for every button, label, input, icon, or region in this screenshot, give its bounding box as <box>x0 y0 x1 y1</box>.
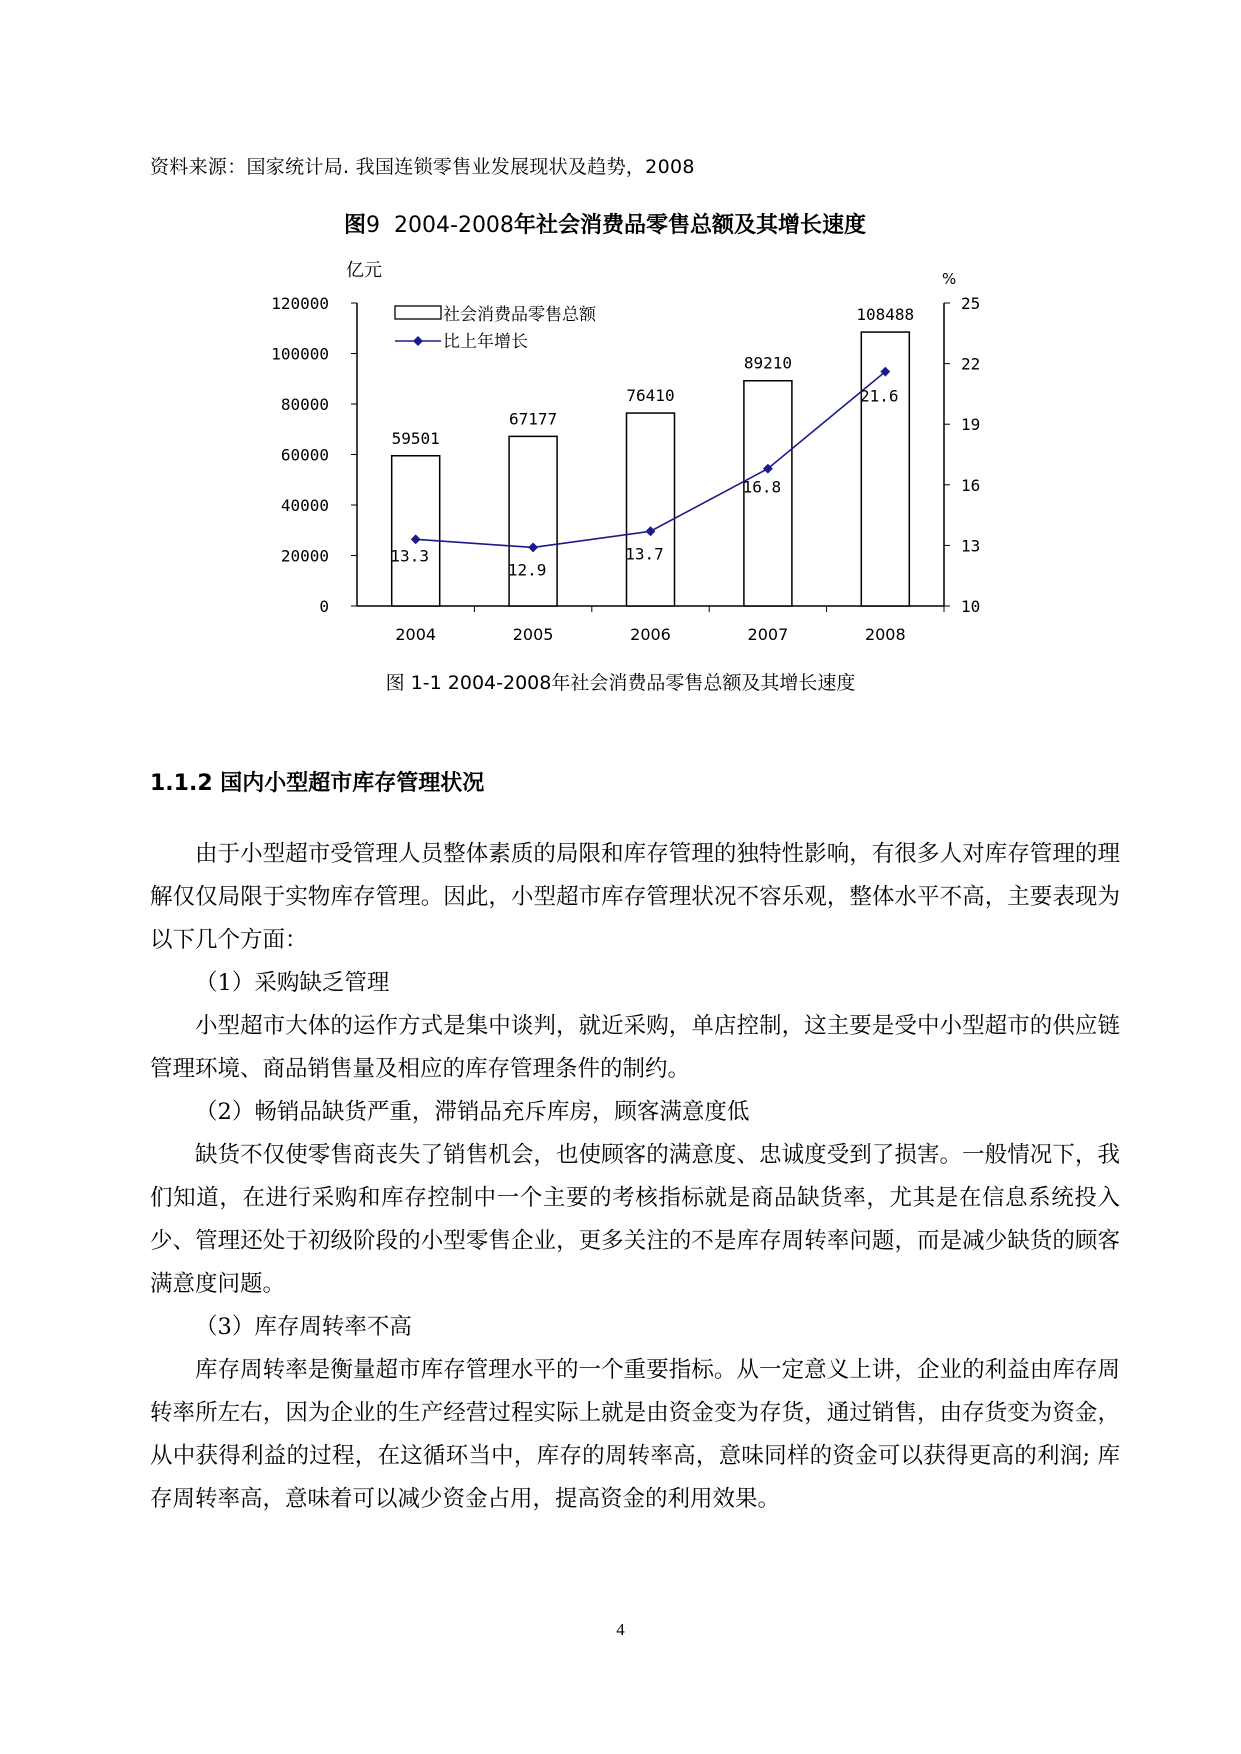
left-axis-tick-label: 0 <box>319 597 329 616</box>
right-axis-tick-label: 16 <box>961 475 981 495</box>
source-citation: 资料来源：国家统计局. 我国连锁零售业发展现状及趋势，2008 <box>150 156 695 178</box>
bar-value-label: 108488 <box>856 305 915 325</box>
x-axis-tick-label: 2006 <box>630 625 671 644</box>
right-axis-tick-label: 25 <box>961 294 981 313</box>
bar <box>509 436 557 606</box>
paragraph: 库存周转率是衡量超市库存管理水平的一个重要指标。从一定意义上讲，企业的利益由库存周转率所左右，因为企业的生产经营过程实际上就是由资金变为存货，通过销售，由存货变为资金，从中获得利益的过程，在这循环当中，库存的周转率高，意味同样的资金可以获得更高的利润; 库存周转率高，意味着可以减少资金占用，提高资金的利用效果。 <box>150 1357 1120 1512</box>
bar-value-label: 67177 <box>509 409 558 429</box>
left-axis-tick-label: 100000 <box>271 344 329 364</box>
retail-sales-chart <box>0 0 1241 660</box>
growth-value-label: 13.7 <box>625 544 664 564</box>
right-axis-tick-label: 13 <box>961 536 981 556</box>
right-axis-tick-label: 10 <box>961 597 981 616</box>
legend-bar-label: 社会消费品零售总额 <box>443 305 596 325</box>
bar-value-label: 89210 <box>743 353 792 373</box>
chart-title: 图9 2004-2008年社会消费品零售总额及其增长速度 <box>344 213 866 238</box>
right-axis-tick-label: 22 <box>961 354 981 374</box>
legend-bar-swatch <box>395 306 441 319</box>
left-axis-tick-label: 80000 <box>280 395 329 414</box>
legend-line-marker <box>413 336 423 346</box>
growth-value-label: 16.8 <box>742 477 782 497</box>
growth-value-label: 13.3 <box>390 546 429 566</box>
body-text <box>150 833 1120 1521</box>
left-axis-tick-label: 120000 <box>271 294 329 313</box>
bar <box>392 456 440 606</box>
bar <box>627 413 675 606</box>
left-axis-unit: 亿元 <box>346 260 382 281</box>
left-axis-tick-label: 60000 <box>280 445 329 465</box>
growth-value-label: 21.6 <box>860 386 899 406</box>
bar-value-label: 59501 <box>391 428 440 448</box>
figure-caption: 图 1-1 2004-2008年社会消费品零售总额及其增长速度 <box>385 672 856 694</box>
x-axis-tick-label: 2008 <box>864 625 906 644</box>
list-heading: （2）畅销品缺货严重，滞销品充斥库房，顾客满意度低 <box>195 1099 750 1125</box>
legend-line-label: 比上年增长 <box>443 332 528 352</box>
x-axis-tick-label: 2004 <box>395 625 437 644</box>
list-heading: （1）采购缺乏管理 <box>195 970 390 996</box>
paragraph: 小型超市大体的运作方式是集中谈判，就近采购，单店控制，这主要是受中小型超市的供应链管理环境、商品销售量及相应的库存管理条件的制约。 <box>150 1013 1120 1082</box>
right-axis-tick-label: 19 <box>961 415 981 435</box>
section-heading: 1.1.2 国内小型超市库存管理状况 <box>150 771 485 796</box>
x-axis-tick-label: 2005 <box>512 625 554 644</box>
right-axis-unit: % <box>942 270 957 288</box>
list-heading: （3）库存周转率不高 <box>195 1314 412 1340</box>
growth-value-label: 12.9 <box>507 560 547 580</box>
left-axis-tick-label: 40000 <box>280 496 329 515</box>
paragraph: 由于小型超市受管理人员整体素质的局限和库存管理的独特性影响，有很多人对库存管理的理解仅仅局限于实物库存管理。因此，小型超市库存管理状况不容乐观，整体水平不高，主要表现为以下几个方面： <box>150 841 1120 953</box>
bar-value-label: 76410 <box>626 386 675 406</box>
left-axis-tick-label: 20000 <box>280 546 329 566</box>
page-number: 4 <box>616 1620 625 1639</box>
plot-area <box>271 294 980 644</box>
paragraph: 缺货不仅使零售商丧失了销售机会，也使顾客的满意度、忠诚度受到了损害。一般情况下，我们知道，在进行采购和库存控制中一个主要的考核指标就是商品缺货率，尤其是在信息系统投入少、管理还处于初级阶段的小型零售企业，更多关注的不是库存周转率问题，而是减少缺货的顾客满意度问题。 <box>150 1142 1120 1297</box>
x-axis-tick-label: 2007 <box>747 625 789 644</box>
